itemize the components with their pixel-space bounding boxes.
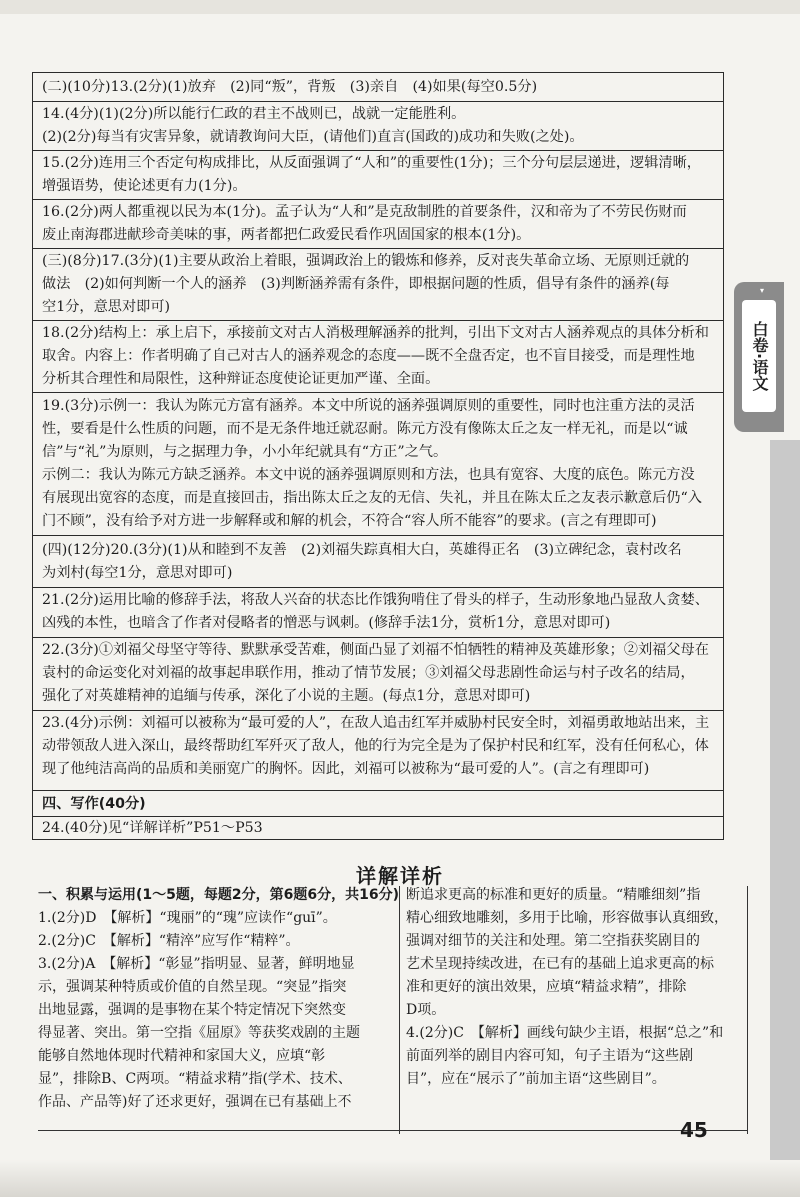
page-top-edge [0,0,800,14]
detail-left-line: 示，强调某种特质或价值的自然呈现。“突显”指突 [38,979,347,995]
tab-marker-icon: ▾ [760,286,765,295]
column-border-bottom [38,1130,748,1131]
answer-line: 18.(2分)结构上：承上启下，承接前文对古人消极理解涵养的批判，引出下文对古人涵养观点的具体分析和 [42,325,709,341]
answer-line: 22.(3分)①刘福父母坚守等待、默默承受苦难，侧面凸显了刘福不怕牺牲的精神及英雄形象；②刘福父母在 [42,642,709,658]
answer-line: 19.(3分)示例一：我认为陈元方富有涵养。本文中所说的涵养强调原则的重要性，同时也注重方法的灵活 [42,398,695,414]
answer-line: 24.(40分)见“详解详析”P51～P53 [42,820,263,836]
detail-left-column [38,884,398,1114]
answer-line: 14.(4分)(1)(2分)所以能行仁政的君主不战则已，战就一定能胜利。 [42,106,466,122]
row-divider [32,199,724,200]
answer-line: 信”与“礼”为原则，与之据理力争，小小年纪就具有“方正”之气。 [42,444,448,460]
section-title: 详解详析 [356,864,444,888]
page-bottom-shadow [0,1160,800,1197]
detail-left-heading: 一、积累与运用(1～5题，每题2分，第6题6分，共16分) [38,887,399,903]
detail-right-line: D项。 [406,1002,446,1018]
answer-line: 分析其合理性和局限性，这种辩证态度使论证更加严谨、全面。 [42,371,440,387]
row-divider [32,637,724,638]
row-divider [32,790,724,791]
detail-left-line: 2.(2分)C 【解析】“精淬”应写作“精粹”。 [38,933,300,949]
answer-line: (三)(8分)17.(3分)(1)主要从政治上着眼，强调政治上的锻炼和修养，反对丧失革命立场、无原则迁就的 [42,253,690,269]
answer-line: 动带领敌人进入深山，最终帮助红军歼灭了敌人，他的行为完全是为了保护村民和红军，没有任何私心，体 [42,738,709,754]
subject-tab [734,282,784,432]
answer-line: 强化了对英雄精神的追缅与传承，深化了小说的主题。(每点1分，意思对即可) [42,688,531,704]
detail-left-line: 能够自然地体现时代精神和家国大义，应填“彰 [38,1048,326,1064]
row-divider [32,816,724,817]
detail-right-line: 目”，应在“展示了”前加主语“这些剧目”。 [406,1071,666,1087]
answer-line: 门不顾”，没有给予对方进一步解释或和解的机会，不符合“容人所不能容”的要求。(言之有理即可) [42,513,657,529]
answer-line: 23.(4分)示例：刘福可以被称为“最可爱的人”，在敌人追击红军并威胁村民安全时，刘福勇敢地站出来，主 [42,715,710,731]
answer-line: (二)(10分)13.(2分)(1)放弃 (2)同“叛”，背叛 (3)亲自 (4)如果(每空0.5分) [42,79,538,95]
answer-line: 性，要看是什么性质的问题，而不是无条件地迁就忍耐。陈元方没有像陈太丘之友一样无礼，而是以“诚 [42,421,688,437]
detail-left-line: 得显著、突出。第一空指《屈原》等获奖戏剧的主题 [38,1025,360,1041]
detail-right-line: 精心细致地雕刻，多用于比喻，形容做事认真细致， [406,910,728,926]
answer-line: 袁村的命运变化对刘福的故事起串联作用，推动了情节发展；③刘福父母悲剧性命运与村子改名的结局， [42,665,695,681]
row-divider [32,320,724,321]
detail-left-line: 1.(2分)D 【解析】“瑰丽”的“瑰”应读作“guī”。 [38,910,337,926]
row-divider [32,535,724,536]
column-divider [399,886,400,1134]
detail-right-line: 艺术呈现持续改进，在已有的基础上追求更高的标 [406,956,714,972]
answer-line: 21.(2分)运用比喻的修辞手法，将敌人兴奋的状态比作饿狗啃住了骨头的样子，生动形象地凸显敌人贪婪、 [42,592,709,608]
page-number: 45 [680,1118,708,1142]
answer-line: 废止南海郡进献珍奇美味的事，两者都把仁政爱民看作巩固国家的根本(1分)。 [42,227,531,243]
detail-right-line: 4.(2分)C 【解析】画线句缺少主语，根据“总之”和 [406,1025,724,1041]
row-divider [32,248,724,249]
answer-line: 16.(2分)两人都重视以民为本(1分)。孟子认为“人和”是克敌制胜的首要条件，汉和帝为了不劳民伤财而 [42,204,687,220]
row-divider [32,150,724,151]
answer-line: (2)(2分)每当有灾害异象，就请教询问大臣，(请他们)直言(国政的)成功和失败(之处)。 [42,129,584,145]
row-divider [32,101,724,102]
detail-right-line: 准和更好的演出效果，应填“精益求精”，排除 [406,979,687,995]
detail-right-column [406,884,746,1091]
answer-line: 凶残的本性，也暗含了作者对侵略者的憎恶与讽刺。(修辞手法1分，赏析1分，意思对即可) [42,615,611,631]
answer-line: 现了他纯洁高尚的品质和美丽宽广的胸怀。因此，刘福可以被称为“最可爱的人”。(言之有理即可) [42,761,650,777]
answer-line: 有展现出宽容的态度，而是直接回击，指出陈太丘之友的无信、失礼，并且在陈太丘之友表示歉意后仍“入 [42,490,702,506]
detail-right-line: 强调对细节的关注和处理。第二空指获奖剧目的 [406,933,700,949]
answer-line: 15.(2分)连用三个否定句构成排比，从反面强调了“人和”的重要性(1分)；三个分句层层递进，逻辑清晰， [42,155,701,171]
row-divider [32,392,724,393]
detail-right-line: 前面列举的剧目内容可知，句子主语为“这些剧 [406,1048,694,1064]
row-divider [32,710,724,711]
detail-right-line: 断追求更高的标准和更好的质量。“精雕细刻”指 [406,887,701,903]
row-divider [32,587,724,588]
column-border-right [747,886,748,1134]
answer-line: 为刘村(每空1分，意思对即可) [42,565,233,581]
detail-left-line: 3.(2分)A 【解析】“彰显”指明显、显著，鲜明地显 [38,956,355,972]
answer-line: 取舍。内容上：作者明确了自己对古人的涵养观念的态度——既不全盘否定，也不盲目接受，而是理性地 [42,348,695,364]
answer-line: (四)(12分)20.(3分)(1)从和睦到不友善 (2)刘福失踪真相大白，英雄得正名 (3)立碑纪念，袁村改名 [42,542,682,558]
subject-tab-label: 白卷·语文 [742,300,776,412]
detail-left-line: 显”，排除B、C两项。“精益求精”指(学术、技术、 [38,1071,352,1087]
answer-line: 空1分，意思对即可) [42,299,171,315]
section-heading-writing: 四、写作(40分) [42,796,146,812]
answer-line: 增强语势，使论述更有力(1分)。 [42,178,247,194]
answer-line: 示例二：我认为陈元方缺乏涵养。本文中说的涵养强调原则和方法，也具有宽容、大度的底色。陈元方没 [42,467,695,483]
page-edge-strip [770,440,800,1197]
detail-left-line: 出地显露，强调的是事物在某个特定情况下突然变 [38,1002,346,1018]
answer-line: 做法 (2)如何判断一个人的涵养 (3)判断涵养需有条件，即根据问题的性质，倡导有条件的涵养(每 [42,276,670,292]
detail-left-line: 作品、产品等)好了还求更好，强调在已有基础上不 [38,1094,352,1110]
